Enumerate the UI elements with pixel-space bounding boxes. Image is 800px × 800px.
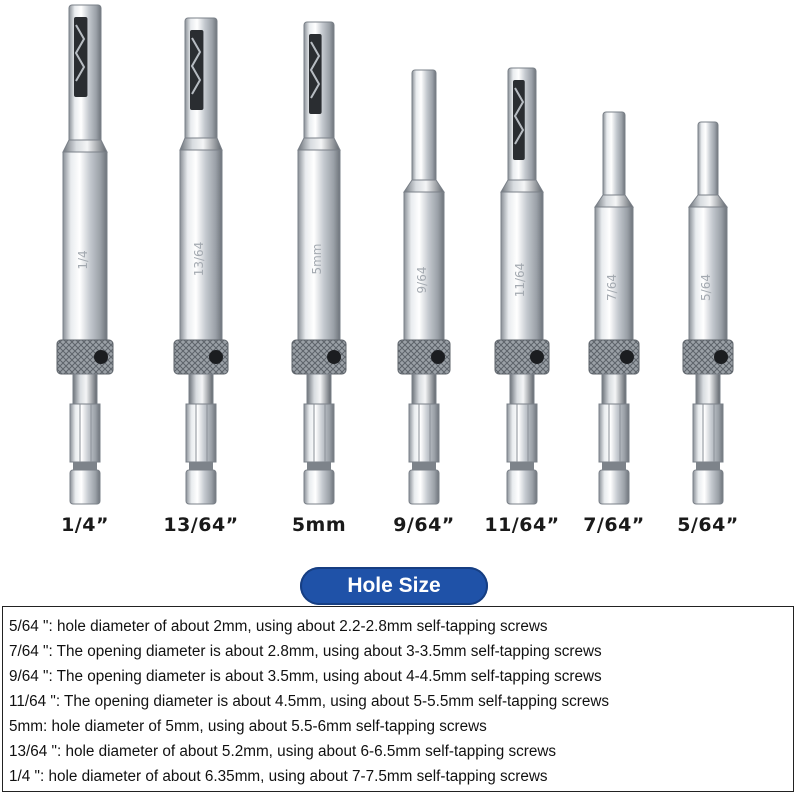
bit-engraving: 5/64 <box>699 274 713 301</box>
hole-size-title: Hole Size <box>347 574 441 597</box>
info-line: 5mm: hole diameter of 5mm, using about 5.5-6mm self-tapping screws <box>9 718 487 735</box>
info-line: 5/64 ": hole diameter of about 2mm, using about 2.2-2.8mm self-tapping screws <box>9 618 548 635</box>
bit-engraving: 11/64 <box>513 262 527 298</box>
drill-bit-1 <box>57 5 113 504</box>
info-line: 9/64 ": The opening diameter is about 3.5mm, using about 4-4.5mm self-tapping screws <box>9 668 602 685</box>
hole-size-banner <box>300 567 488 605</box>
info-line: 7/64 ": The opening diameter is about 2.8mm, using about 3-3.5mm self-tapping screws <box>9 643 602 660</box>
size-label: 13/64” <box>163 514 239 536</box>
drill-bit-3 <box>292 22 346 504</box>
bit-engraving: 7/64 <box>605 274 619 301</box>
drill-bit-6 <box>589 112 639 504</box>
drill-bit-5 <box>495 68 549 504</box>
bit-engraving: 13/64 <box>192 241 206 277</box>
info-line: 13/64 ": hole diameter of about 5.2mm, using about 6-6.5mm self-tapping screws <box>9 743 557 760</box>
size-label: 5/64” <box>677 514 739 536</box>
drill-bit-4 <box>398 70 450 504</box>
size-label: 1/4” <box>61 514 109 536</box>
size-label: 9/64” <box>393 514 455 536</box>
size-label: 7/64” <box>583 514 645 536</box>
info-line: 1/4 ": hole diameter of about 6.35mm, using about 7-7.5mm self-tapping screws <box>9 768 548 785</box>
bit-engraving: 5mm <box>310 243 324 275</box>
size-label: 5mm <box>291 514 347 536</box>
bit-engraving: 9/64 <box>415 266 429 294</box>
info-line: 11/64 ": The opening diameter is about 4.5mm, using about 5-5.5mm self-tapping screws <box>9 693 610 710</box>
hole-size-info-table <box>2 606 794 792</box>
drill-bit-7 <box>683 122 733 504</box>
bit-engraving: 1/4 <box>76 250 90 270</box>
drill-bit-2 <box>174 18 228 504</box>
size-label: 11/64” <box>484 514 560 536</box>
